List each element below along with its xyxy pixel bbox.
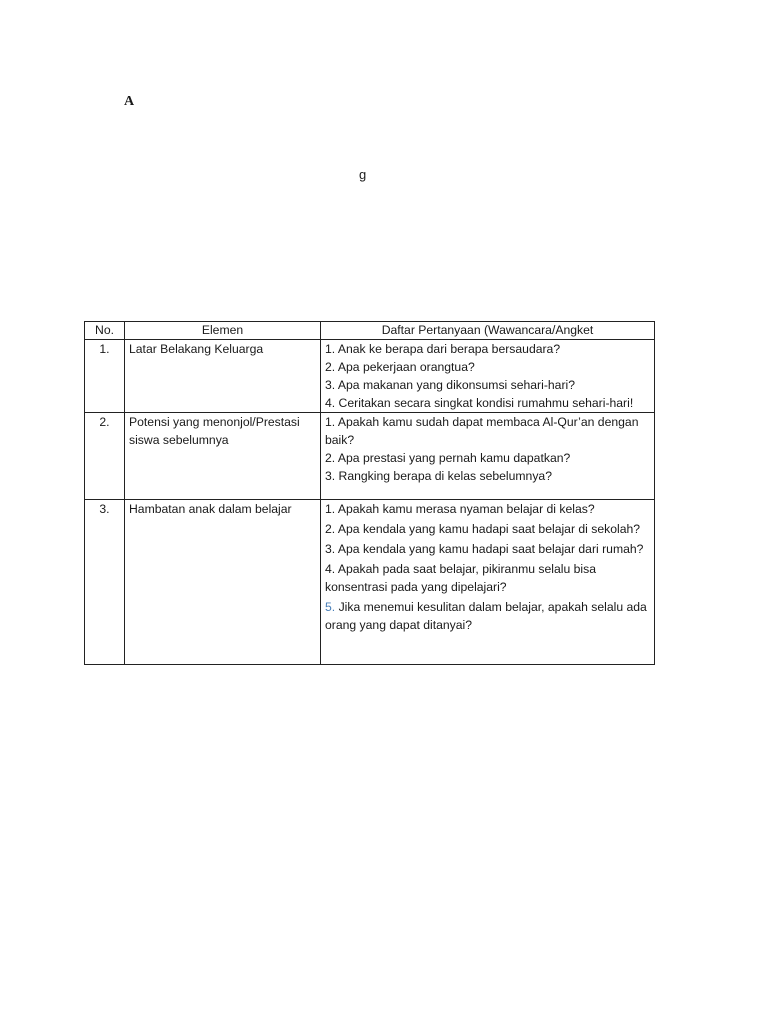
header-no: No.: [85, 322, 125, 340]
question-number: 5.: [325, 600, 336, 614]
question-item: 1. Apakah kamu merasa nyaman belajar di kelas?: [325, 502, 595, 516]
question-item: 4. Apakah pada saat belajar, pikiranmu selalu bisa konsentrasi pada yang dipelajari?: [325, 562, 597, 594]
header-elemen: Elemen: [125, 322, 321, 340]
row-element: Hambatan anak dalam belajar: [125, 500, 321, 665]
row-number: 2.: [85, 413, 125, 500]
row-questions: [321, 500, 655, 665]
table-header-row: [85, 322, 655, 340]
row-element: Latar Belakang Keluarga: [125, 340, 321, 413]
question-item: 2. Apa prestasi yang pernah kamu dapatkan?: [325, 451, 571, 465]
question-item: [325, 598, 650, 634]
question-item: 2. Apa kendala yang kamu hadapi saat belajar di sekolah?: [325, 522, 641, 536]
row-number: 1.: [85, 340, 125, 413]
table-row: [85, 500, 655, 665]
row-element: Potensi yang menonjol/Prestasi siswa sebelumnya: [125, 413, 321, 500]
table-row: [85, 413, 655, 500]
question-item: 4. Ceritakan secara singkat kondisi rumahmu sehari-hari!: [325, 396, 634, 410]
question-item: 2. Apa pekerjaan orangtua?: [325, 360, 475, 374]
question-text: Jika menemui kesulitan dalam belajar, apakah selalu ada orang yang dapat ditanyai?: [325, 600, 647, 632]
header-questions: Daftar Pertanyaan (Wawancara/Angket: [321, 322, 655, 340]
table-row: [85, 340, 655, 413]
question-item: 3. Apa kendala yang kamu hadapi saat belajar dari rumah?: [325, 542, 644, 556]
question-item: 1. Apakah kamu sudah dapat membaca Al-Qur’an dengan baik?: [325, 415, 639, 447]
question-item: 3. Rangking berapa di kelas sebelumnya?: [325, 469, 552, 483]
row-number: 3.: [85, 500, 125, 665]
question-item: 3. Apa makanan yang dikonsumsi sehari-hari?: [325, 378, 575, 392]
row-questions: [321, 340, 655, 413]
question-item: 1. Anak ke berapa dari berapa bersaudara?: [325, 342, 561, 356]
row-questions: [321, 413, 655, 500]
question-table: [84, 321, 655, 665]
section-heading: A: [124, 94, 135, 109]
stray-character: g: [359, 167, 367, 182]
